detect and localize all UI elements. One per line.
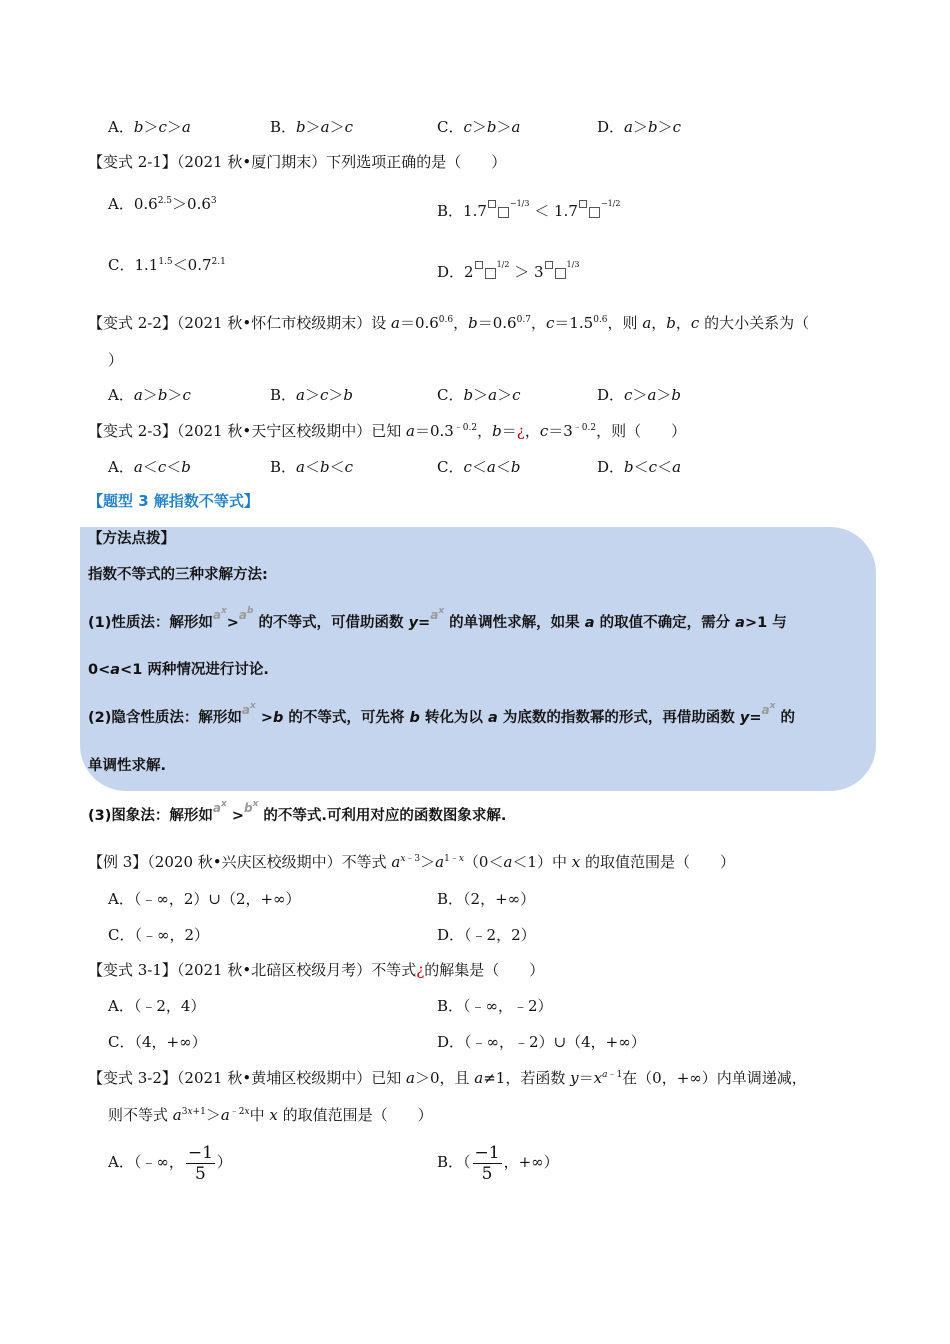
option-c[interactable]: C．（﹣∞，2）	[108, 926, 210, 944]
option-a[interactable]: A．（﹣2，4）	[108, 997, 206, 1015]
options-row-3-1a	[0, 994, 950, 1018]
question-stem-2-1: 【变式 2-1】（2021 秋•厦门期末）下列选项正确的是（ ）	[88, 153, 507, 171]
option-b[interactable]: B．a＜b＜c	[270, 458, 354, 476]
options-row-ex3a	[0, 887, 950, 911]
method-p2a: (2)隐含性质法：解形如$^{a^x}$ >b 的不等式，可先将 b 转化为以 a 为底数的指数幂的形式，再借助函数 y=$^{a^x}$ 的	[88, 701, 795, 726]
option-a[interactable]: A．a＞b＞c	[108, 386, 191, 404]
section-title: 【题型 3 解指数不等式】	[88, 492, 259, 510]
question-stem-3-1: 【变式 3-1】（2021 秋•北碚区校级月考）不等式¿的解集是（ ）	[88, 961, 545, 979]
question-stem-2-3: 【变式 2-3】（2021 秋•天宁区校级期中）已知 $a=0.3^{﹣0.2}$，b＝¿，$c=3^{﹣0.2}$，则（ ）	[88, 422, 687, 440]
option-b[interactable]: B．（ $\frac{-1}{5}$ ，+∞）	[437, 1142, 559, 1184]
option-c[interactable]: C．$1.1^{1.5}<0.7^{2.1}$	[108, 256, 226, 274]
options-row-2-3	[0, 455, 950, 479]
option-a[interactable]: A．（﹣∞，2）∪（2，+∞）	[108, 890, 301, 908]
option-d[interactable]: D．a＞b＞c	[597, 118, 682, 136]
option-a[interactable]: A．b＞c＞a	[108, 118, 191, 136]
method-p3: (3)图象法：解形如$^{a^x}$ >$^{b^x}$ 的不等式.可利用对应的函数图象求解.	[88, 799, 507, 824]
option-a[interactable]: A．$0.6^{2.5}>0.6^3$	[108, 195, 217, 213]
options-row-2-2	[0, 383, 950, 407]
options-row-3-1b	[0, 1030, 950, 1054]
option-a[interactable]: A．（﹣∞， $\frac{-1}{5}$ ）	[108, 1142, 232, 1184]
option-b[interactable]: B．b＞a＞c	[270, 118, 354, 136]
question-stem-2-2: 【变式 2-2】（2021 秋•怀仁市校级期末）设 $a=0.6^{0.6}$，$b=0.6^{0.7}$，$c=1.5^{0.6}$，则 a，b，c 的大小关系为（	[88, 314, 810, 332]
option-c[interactable]: C．c＜a＜b	[437, 458, 521, 476]
options-row-0	[0, 115, 950, 139]
question-stem-ex3: 【例 3】（2020 秋•兴庆区校级期中）不等式 $a^{x﹣3}>a^{1﹣x}(0<a<1)$中 x 的取值范围是（ ）	[88, 853, 735, 871]
method-p2b: 单调性求解.	[88, 758, 167, 774]
options-row-2-1a	[0, 192, 950, 220]
option-c[interactable]: C．b＞a＞c	[437, 386, 521, 404]
option-d[interactable]: D．（﹣∞，﹣2）∪（4，+∞）	[437, 1033, 646, 1051]
option-b[interactable]: B．a＞c＞b	[270, 386, 354, 404]
method-p1a: (1)性质法：解形如$^{a^x}$>$^{a^b}$ 的不等式，可借助函数 y=$^{a^x}$ 的单调性求解，如果 a 的取值不确定，需分 a>1 与	[88, 606, 787, 631]
option-c[interactable]: C．c＞b＞a	[437, 118, 521, 136]
option-a[interactable]: A．a＜c＜b	[108, 458, 191, 476]
method-p1b: 0<a<1 两种情况进行讨论.	[88, 662, 269, 678]
option-d[interactable]: D．（﹣2，2）	[437, 926, 536, 944]
options-row-ex3b	[0, 923, 950, 947]
option-d[interactable]: D．c＞a＞b	[597, 386, 682, 404]
option-d[interactable]: D．b＜c＜a	[597, 458, 682, 476]
option-b[interactable]: B．1.7 $^{-1/3}$ ＜ 1.7 $^{-1/2}$	[437, 199, 621, 220]
option-b[interactable]: B．（﹣∞，﹣2）	[437, 997, 553, 1015]
method-intro: 指数不等式的三种求解方法:	[88, 567, 268, 583]
option-d[interactable]: D．2 $^{1/2}$ ＞ 3 $^{1/3}$	[437, 260, 580, 281]
option-b[interactable]: B．（2，+∞）	[437, 890, 536, 908]
options-row-2-1b	[0, 253, 950, 281]
question-stem-3-2-cont: 则不等式 $a^{3x+1}>a^{﹣2x}$中 x 的取值范围是（ ）	[108, 1106, 433, 1124]
question-stem-2-2-cont: ）	[108, 351, 124, 369]
question-stem-3-2: 【变式 3-2】（2021 秋•黄埔区校级期中）已知 a＞0，且 a≠1，若函数 $y=x^{a﹣1}$在（0，+∞）内单调递减，	[88, 1069, 807, 1087]
option-c[interactable]: C．（4，+∞）	[108, 1033, 207, 1051]
method-title: 【方法点拨】	[88, 531, 175, 547]
